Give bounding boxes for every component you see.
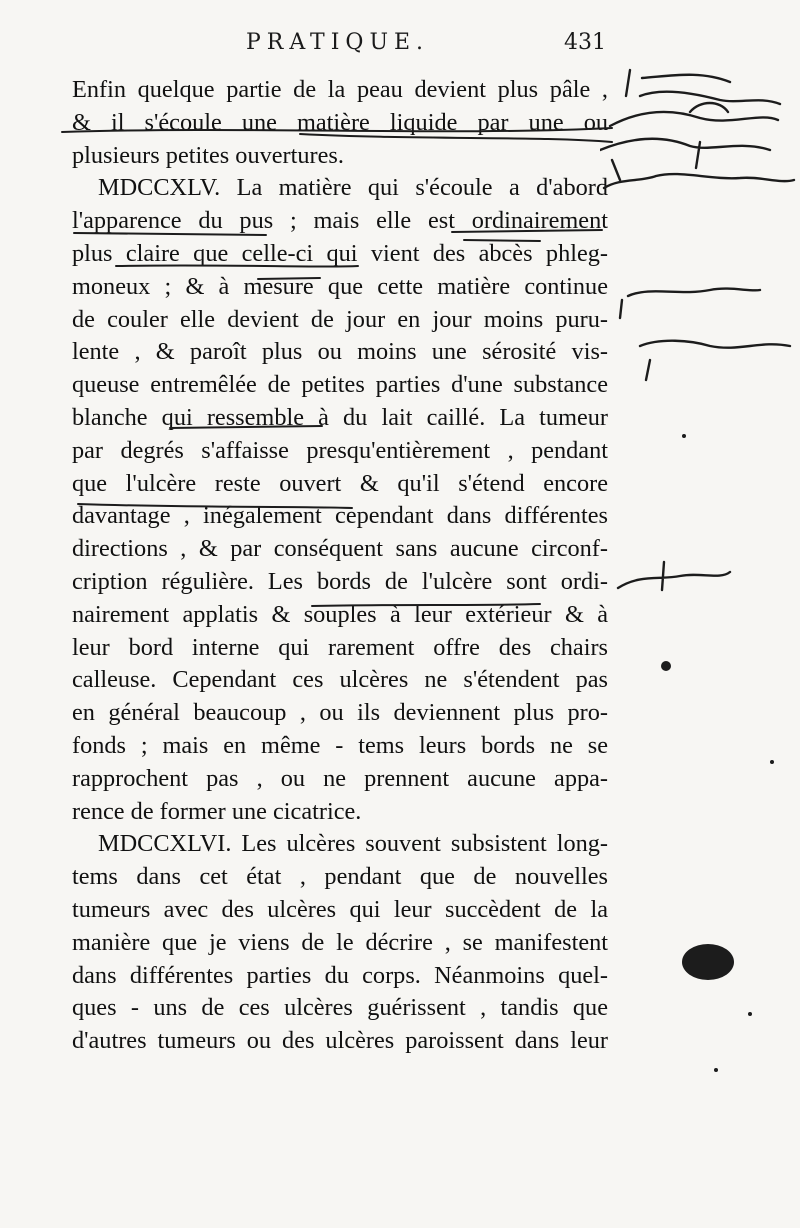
text-line: & il s'écoule une matière liquide par une ou xyxy=(72,108,608,136)
text-line: que l'ulcère reste ouvert & qu'il s'étend encore xyxy=(72,469,608,497)
margin-note-7 xyxy=(618,562,730,590)
text-line: l'apparence du pus ; mais elle est ordinairement xyxy=(72,207,608,235)
margin-note-5 xyxy=(620,289,760,318)
text-line: dans différentes parties du corps. Néanmoins quel- xyxy=(72,961,608,989)
text-line: de couler elle devient de jour en jour moins puru- xyxy=(72,305,608,333)
text-line: blanche qui ressemble à du lait caillé. La tumeur xyxy=(72,403,608,431)
margin-note-4 xyxy=(604,174,794,188)
handwritten-marginalia xyxy=(600,0,800,1228)
body-text xyxy=(72,74,608,1058)
ink-speck-3 xyxy=(748,1012,752,1016)
text-line: plusieurs petites ouvertures. xyxy=(72,141,344,169)
text-line: en général beaucoup , ou ils deviennent plus pro- xyxy=(72,699,608,727)
text-line: rence de former une cicatrice. xyxy=(72,797,362,825)
ink-speck-4 xyxy=(714,1068,718,1072)
text-line: calleuse. Cependant ces ulcères ne s'étendent pas xyxy=(72,666,608,694)
text-line: queuse entremêlée de petites parties d'une substance xyxy=(72,371,608,399)
text-line: davantage , inégalement cependant dans différentes xyxy=(72,502,608,530)
ink-blot xyxy=(682,944,734,980)
text-line: MDCCXLV. La matière qui s'écoule a d'abord xyxy=(98,174,608,202)
text-line: plus claire que celle-ci qui vient des abcès phleg- xyxy=(72,239,608,267)
text-line: tumeurs avec des ulcères qui leur succèdent de la xyxy=(72,895,608,923)
text-line: tems dans cet état , pendant que de nouvelles xyxy=(72,863,608,891)
text-line: d'autres tumeurs ou des ulcères paroissent dans leur xyxy=(72,1027,608,1055)
text-line: MDCCXLVI. Les ulcères souvent subsistent long- xyxy=(98,830,608,858)
text-line: manière que je viens de le décrire , se manifestent xyxy=(72,928,608,956)
text-line: fonds ; mais en même - tems leurs bords ne se xyxy=(72,731,608,759)
running-head: PRATIQUE. xyxy=(246,30,430,55)
text-line: par degrés s'affaisse presqu'entièrement , pendant xyxy=(72,436,608,464)
ink-speck-2 xyxy=(770,760,774,764)
text-line: leur bord interne qui rarement offre des chairs xyxy=(72,633,608,661)
text-line: rapprochent pas , ou ne prennent aucune appa- xyxy=(72,764,608,792)
margin-note-2 xyxy=(610,103,778,126)
margin-note-6 xyxy=(640,341,790,380)
ink-speck-1 xyxy=(682,434,686,438)
page-number: 431 xyxy=(564,30,606,55)
page-header xyxy=(76,30,606,64)
text-line: cription régulière. Les bords de l'ulcère sont ordi- xyxy=(72,567,608,595)
ink-dot-1 xyxy=(661,661,671,671)
text-line: moneux ; & à mesure que cette matière continue xyxy=(72,272,608,300)
margin-note-1 xyxy=(626,70,780,104)
text-line: nairement applatis & souples à leur extérieur & à xyxy=(72,600,608,628)
text-line: directions , & par conséquent sans aucune circonf- xyxy=(72,535,608,563)
text-line: lente , & paroît plus ou moins une sérosité vis- xyxy=(72,338,608,366)
text-line: ques - uns de ces ulcères guérissent , tandis que xyxy=(72,994,608,1022)
text-line: Enfin quelque partie de la peau devient plus pâle , xyxy=(72,76,608,103)
